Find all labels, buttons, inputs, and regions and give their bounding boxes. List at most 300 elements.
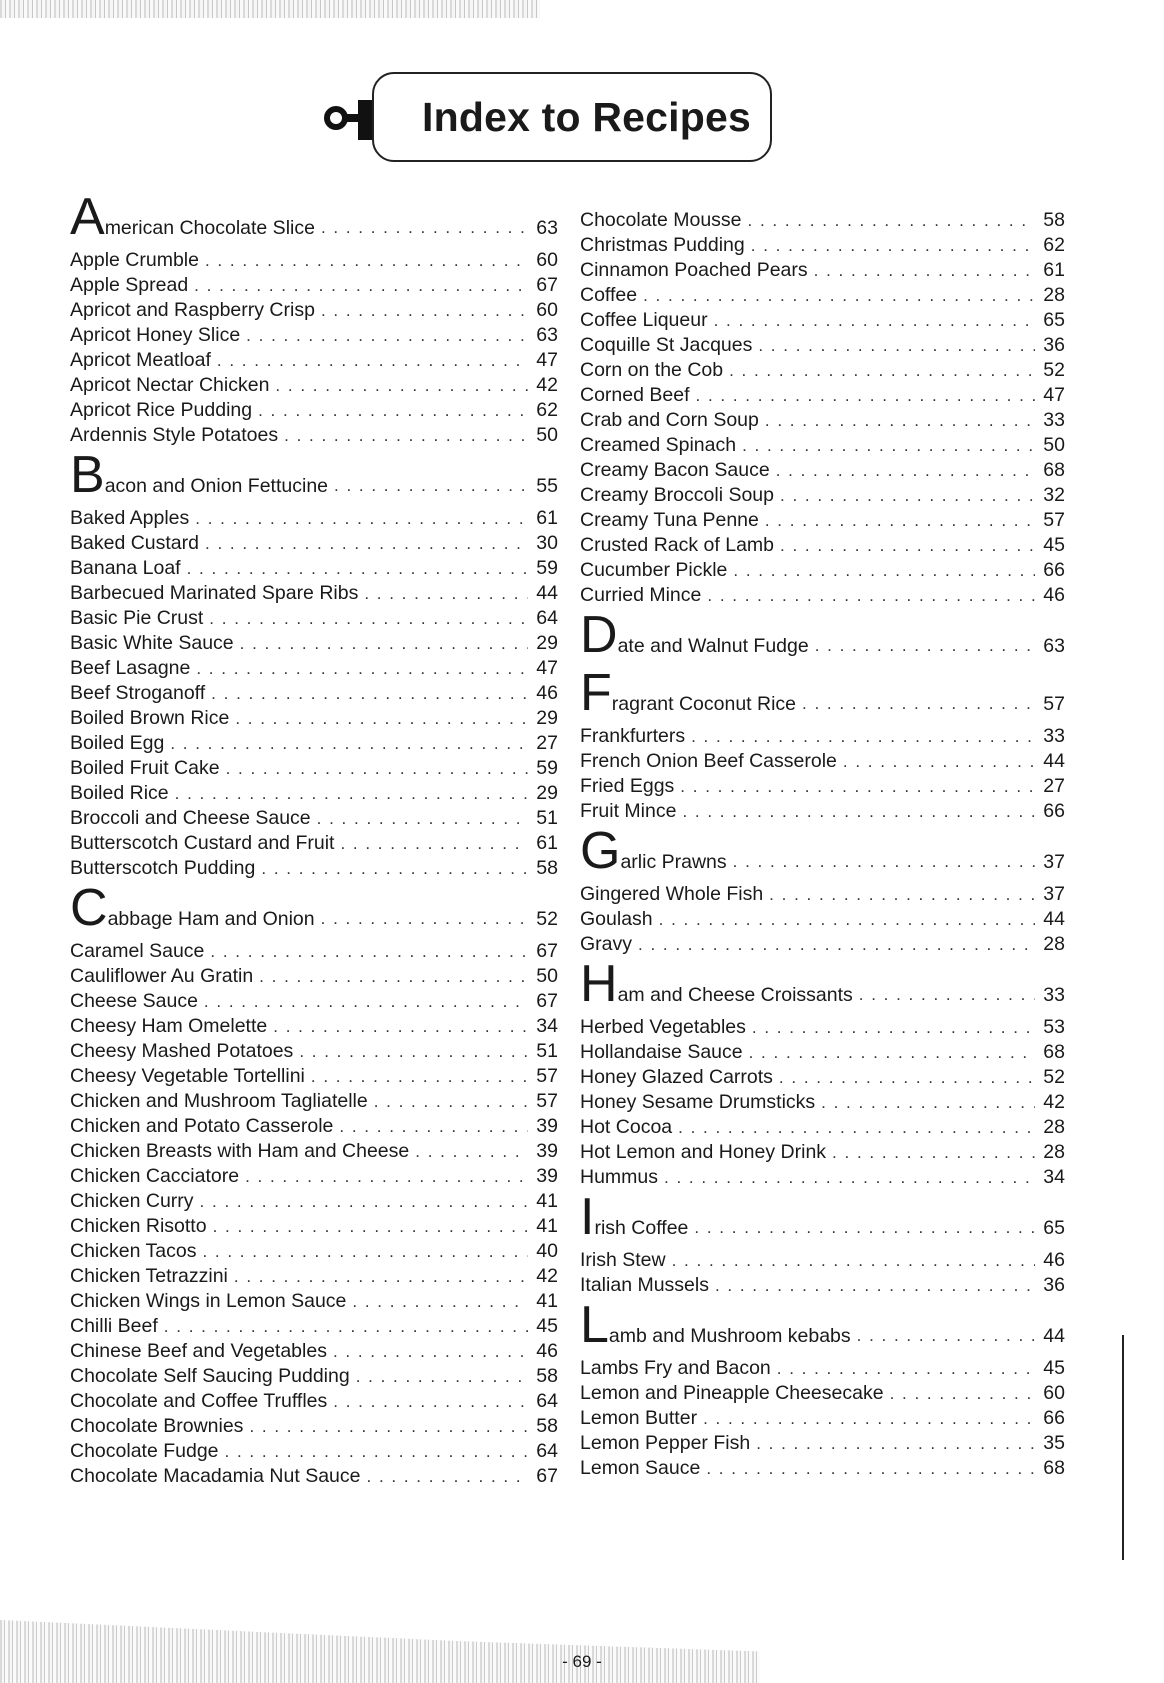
recipe-name: Chicken Wings in Lemon Sauce [70,1290,347,1312]
page-ref: 47 [536,657,558,679]
page-ref: 52 [1043,1066,1065,1088]
dot-leader [225,1439,528,1464]
recipe-name: Corn on the Cob [580,359,724,381]
page-ref: 57 [1043,509,1065,531]
index-entry [580,1090,1065,1115]
page-ref: 60 [1043,1382,1065,1404]
page-ref: 33 [1043,409,1065,431]
page-ref: 45 [1043,1357,1065,1379]
dot-leader [352,1289,528,1314]
index-entry [70,856,558,881]
index-entry [580,1165,1065,1190]
recipe-name: Cheese Sauce [70,990,198,1012]
dot-leader [638,932,1035,957]
page-ref: 68 [1043,1457,1065,1479]
index-entry [70,581,558,606]
recipe-name: Creamy Tuna Penne [580,509,759,531]
recipe-name-rest: rish Coffee [594,1217,689,1239]
index-entry [70,1064,558,1089]
index-entry [70,706,558,731]
dot-leader [210,939,528,964]
page-ref: 29 [536,782,558,804]
dot-leader [217,348,528,373]
recipe-name: Apricot Honey Slice [70,324,241,346]
dot-leader [733,558,1035,583]
recipe-name: Chocolate Self Saucing Pudding [70,1365,350,1387]
index-section-b [70,446,558,881]
recipe-name-rest: ate and Walnut Fudge [617,635,809,657]
page-ref: 37 [1043,851,1065,873]
dot-leader [415,1139,528,1164]
recipe-name: Banana Loaf [70,557,181,579]
recipe-name [70,879,315,939]
dot-leader [780,533,1035,558]
index-column-left [70,188,558,1507]
index-entry [580,822,1065,882]
dot-leader [751,233,1035,258]
index-entry [580,433,1065,458]
page-ref: 62 [536,399,558,421]
recipe-name: Honey Glazed Carrots [580,1066,773,1088]
index-entry [70,1389,558,1414]
index-entry [580,508,1065,533]
index-section-a [70,188,558,448]
dot-leader [756,1431,1035,1456]
index-entry [580,1456,1065,1481]
page-ref: 29 [536,632,558,654]
page-ref: 66 [1043,559,1065,581]
page-ref: 47 [1043,384,1065,406]
index-section-continued [580,208,1065,608]
recipe-name: Lemon and Pineapple Cheesecake [580,1382,884,1404]
index-entry [70,1164,558,1189]
recipe-name: Coquille St Jacques [580,334,753,356]
recipe-name: Gravy [580,933,633,955]
recipe-name: Cheesy Ham Omelette [70,1015,268,1037]
page-ref: 32 [1043,484,1065,506]
dot-leader [714,308,1035,333]
dot-leader [859,975,1035,1015]
recipe-name: Chocolate and Coffee Truffles [70,1390,328,1412]
page-ref: 46 [1043,1249,1065,1271]
index-entry [70,1314,558,1339]
page-ref: 44 [536,582,558,604]
page-ref: 36 [1043,334,1065,356]
recipe-name: Chicken Tacos [70,1240,197,1262]
index-entry [580,955,1065,1015]
recipe-name: Apple Crumble [70,249,199,271]
index-entry [70,1289,558,1314]
index-entry [580,258,1065,283]
recipe-name: Curried Mince [580,584,702,606]
index-entry [70,556,558,581]
index-entry [70,1139,558,1164]
dot-leader [769,882,1035,907]
index-entry [70,531,558,556]
recipe-name: Butterscotch Pudding [70,857,256,879]
index-entry [70,398,558,423]
index-entry [580,799,1065,824]
dot-leader [890,1381,1035,1406]
dot-leader [299,1039,528,1064]
dot-leader [196,656,528,681]
dot-leader [261,856,528,881]
page-ref: 67 [536,990,558,1012]
page-title: Index to Recipes [422,94,752,140]
page-ref: 51 [536,807,558,829]
recipe-name [580,822,727,882]
dot-leader [235,706,528,731]
index-entry [70,1339,558,1364]
index-entry [70,1089,558,1114]
recipe-name: Chocolate Fudge [70,1440,219,1462]
recipe-name: Boiled Brown Rice [70,707,230,729]
page-ref: 34 [536,1015,558,1037]
page-ref: 50 [536,965,558,987]
recipe-name: Coffee Liqueur [580,309,708,331]
dot-leader [211,681,528,706]
dot-leader [321,208,528,248]
dot-leader [742,433,1035,458]
recipe-name: Baked Custard [70,532,199,554]
recipe-name: Basic White Sauce [70,632,234,654]
dot-leader [164,1314,528,1339]
dot-leader [802,684,1035,724]
recipe-name: Chocolate Macadamia Nut Sauce [70,1465,361,1487]
dot-leader [659,907,1035,932]
dot-leader [213,1214,528,1239]
dot-leader [694,1208,1035,1248]
page-ref: 41 [536,1290,558,1312]
recipe-name: Chocolate Brownies [70,1415,244,1437]
dot-leader [777,1356,1035,1381]
dot-leader [367,1464,529,1489]
recipe-name: Chicken and Potato Casserole [70,1115,334,1137]
dot-leader [234,1264,528,1289]
dot-leader [205,248,528,273]
page-ref: 60 [536,299,558,321]
section-letter: B [70,446,105,504]
index-entry [70,1264,558,1289]
page-ref: 63 [536,324,558,346]
page-ref: 61 [1043,259,1065,281]
page-ref: 37 [1043,883,1065,905]
index-entry [580,333,1065,358]
dot-leader [258,398,528,423]
recipe-name: Apricot Meatloaf [70,349,211,371]
dot-leader [275,373,528,398]
section-letter: C [70,879,108,937]
dot-leader [226,756,528,781]
dot-leader [682,799,1035,824]
dot-leader [333,1389,528,1414]
recipe-name: French Onion Beef Casserole [580,750,837,772]
page-ref: 57 [536,1065,558,1087]
page-ref: 41 [536,1190,558,1212]
dot-leader [832,1140,1035,1165]
dot-leader [170,731,528,756]
page-ref: 27 [536,732,558,754]
index-entry [580,882,1065,907]
recipe-name: Chilli Beef [70,1315,158,1337]
recipe-name [70,188,315,248]
index-entry [70,348,558,373]
dot-leader [696,383,1036,408]
dot-leader [194,273,528,298]
dot-leader [175,781,528,806]
index-entry [70,1414,558,1439]
index-entry [580,358,1065,383]
recipe-name: Beef Stroganoff [70,682,206,704]
dot-leader [321,298,528,323]
index-entry [580,932,1065,957]
index-entry [580,724,1065,749]
recipe-name: Chicken Curry [70,1190,194,1212]
recipe-name: Creamy Bacon Sauce [580,459,770,481]
recipe-name: Apricot and Raspberry Crisp [70,299,315,321]
index-entry [70,423,558,448]
page-ref: 45 [536,1315,558,1337]
page-ref: 62 [1043,234,1065,256]
index-entry [70,781,558,806]
recipe-name: Apricot Rice Pudding [70,399,253,421]
recipe-name: Honey Sesame Drumsticks [580,1091,816,1113]
recipe-name [70,446,329,506]
page-ref: 47 [536,349,558,371]
recipe-name: Corned Beef [580,384,690,406]
dot-leader [821,1090,1035,1115]
section-letter: L [580,1296,609,1354]
index-entry [70,964,558,989]
page-ref: 64 [536,1440,558,1462]
dot-leader [204,989,528,1014]
dot-leader [643,283,1035,308]
recipe-name: Irish Stew [580,1249,666,1271]
recipe-name: Boiled Egg [70,732,165,754]
section-letter: G [580,822,621,880]
recipe-name [580,955,853,1015]
recipe-name: Christmas Pudding [580,234,745,256]
index-entry [70,1364,558,1389]
index-entry [70,731,558,756]
recipe-name: Ardennis Style Potatoes [70,424,279,446]
index-entry [580,1431,1065,1456]
index-entry [580,1296,1065,1356]
page-ref: 52 [1043,359,1065,381]
dot-leader [317,806,528,831]
dot-leader [195,506,528,531]
index-entry [70,756,558,781]
index-entry [580,1273,1065,1298]
recipe-name-rest: abbage Ham and Onion [107,908,315,930]
page-ref: 61 [536,507,558,529]
page-ref: 64 [536,1390,558,1412]
page-ref: 58 [1043,209,1065,231]
recipe-name: Frankfurters [580,725,686,747]
index-entry [70,606,558,631]
dot-leader [202,1239,528,1264]
dot-leader [245,1164,528,1189]
page-ref: 59 [536,757,558,779]
dot-leader [779,1065,1035,1090]
page-ref: 53 [1043,1016,1065,1038]
page-ref: 27 [1043,775,1065,797]
recipe-name: Broccoli and Cheese Sauce [70,807,311,829]
recipe-name: Lemon Butter [580,1407,698,1429]
dot-leader [249,1414,528,1439]
index-entry [580,458,1065,483]
dot-leader [259,964,528,989]
recipe-name: Lemon Sauce [580,1457,701,1479]
recipe-name-rest: acon and Onion Fettucine [104,475,329,497]
index-entry [70,323,558,348]
page-ref: 66 [1043,800,1065,822]
dot-leader [187,556,528,581]
index-entry [70,188,558,248]
dot-leader [273,1014,528,1039]
dot-leader [715,1273,1035,1298]
recipe-name: Creamy Broccoli Soup [580,484,774,506]
dot-leader [707,583,1035,608]
dot-leader [321,899,528,939]
index-section-i [580,1188,1065,1298]
recipe-name: Apple Spread [70,274,189,296]
index-entry [580,1015,1065,1040]
page-ref: 35 [1043,1432,1065,1454]
dot-leader [284,423,528,448]
index-entry [70,1214,558,1239]
section-letter: A [70,188,105,246]
index-section-g [580,822,1065,957]
page-ref: 44 [1043,1325,1065,1347]
page-ref: 41 [536,1215,558,1237]
recipe-name-rest: arlic Prawns [620,851,727,873]
page-ref: 44 [1043,750,1065,772]
recipe-name: Hummus [580,1166,659,1188]
index-entry [580,408,1065,433]
recipe-name: Cheesy Mashed Potatoes [70,1040,294,1062]
index-entry [580,749,1065,774]
index-entry [580,664,1065,724]
section-letter: F [580,664,612,722]
index-entry [70,1464,558,1489]
page-ref: 30 [536,532,558,554]
page-ref: 42 [536,374,558,396]
page-ref: 46 [536,1340,558,1362]
recipe-name: Coffee [580,284,638,306]
dot-leader [758,333,1035,358]
page-ref: 28 [1043,284,1065,306]
dot-leader [691,724,1035,749]
index-entry [580,1406,1065,1431]
page-ref: 58 [536,857,558,879]
dot-leader [814,258,1035,283]
index-entry [70,1014,558,1039]
page-ref: 29 [536,707,558,729]
dot-leader [339,1114,528,1139]
index-entry [70,1439,558,1464]
index-entry [580,308,1065,333]
index-entry [70,1039,558,1064]
index-entry [580,1248,1065,1273]
scan-artifact-bottom [0,1613,760,1683]
recipe-name: Cauliflower Au Gratin [70,965,254,987]
recipe-name: Italian Mussels [580,1274,709,1296]
index-entry [70,248,558,273]
page-ref: 42 [536,1265,558,1287]
index-entry [70,1239,558,1264]
dot-leader [209,606,528,631]
page-ref: 46 [1043,584,1065,606]
index-entry [580,558,1065,583]
index-entry [580,483,1065,508]
index-entry [70,373,558,398]
dot-leader [776,458,1035,483]
dot-leader [765,408,1035,433]
index-entry [580,1356,1065,1381]
index-entry [580,383,1065,408]
index-section-h [580,955,1065,1190]
index-entry [580,774,1065,799]
page-ref: 39 [536,1140,558,1162]
dot-leader [672,1248,1035,1273]
index-section-d [580,606,1065,666]
dot-leader [765,508,1035,533]
title-banner [322,72,782,168]
dot-leader [749,1040,1035,1065]
page-ref: 57 [536,1090,558,1112]
index-entry [580,283,1065,308]
page-ref: 52 [536,908,558,930]
key-icon [322,96,392,142]
index-entry [70,681,558,706]
index-entry [580,583,1065,608]
index-entry [70,831,558,856]
recipe-name: Boiled Fruit Cake [70,757,220,779]
index-entry [70,806,558,831]
index-entry [580,1040,1065,1065]
dot-leader [752,1015,1035,1040]
scan-edge-line [1122,1335,1124,1560]
page-ref: 33 [1043,984,1065,1006]
index-entry [580,1381,1065,1406]
page-ref: 58 [536,1365,558,1387]
recipe-name: Crusted Rack of Lamb [580,534,775,556]
index-entry [70,1114,558,1139]
recipe-name: Fried Eggs [580,775,675,797]
page-ref: 28 [1043,1116,1065,1138]
page-ref: 28 [1043,1141,1065,1163]
page-ref: 45 [1043,534,1065,556]
index-entry [580,1188,1065,1248]
dot-leader [311,1064,528,1089]
dot-leader [333,1339,528,1364]
index-section-f [580,664,1065,824]
recipe-name: Cinnamon Poached Pears [580,259,808,281]
index-entry [580,1140,1065,1165]
index-entry [580,1115,1065,1140]
index-entry [70,273,558,298]
recipe-name: Apricot Nectar Chicken [70,374,270,396]
recipe-name-rest: amb and Mushroom kebabs [608,1325,851,1347]
index-entry [580,233,1065,258]
page-ref: 28 [1043,933,1065,955]
section-letter: H [580,955,618,1013]
page-ref: 67 [536,940,558,962]
page-ref: 42 [1043,1091,1065,1113]
page-ref: 60 [536,249,558,271]
recipe-name: Cheesy Vegetable Tortellini [70,1065,305,1087]
